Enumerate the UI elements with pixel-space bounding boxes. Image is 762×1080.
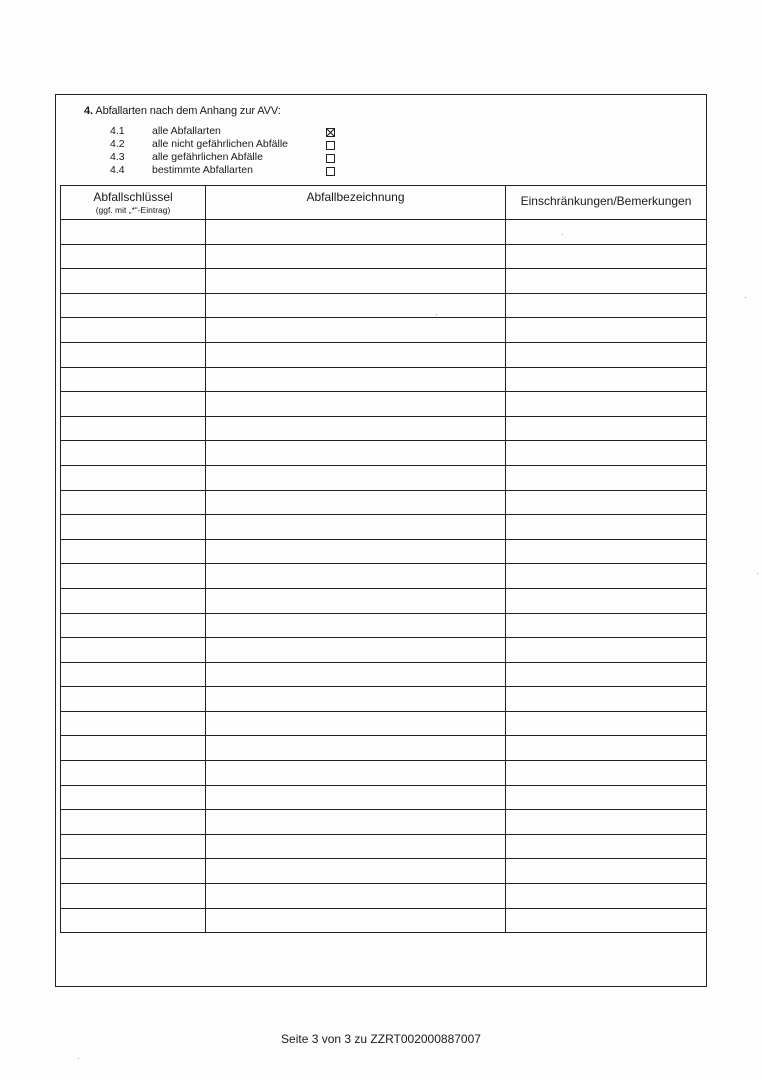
cell-waste-key[interactable] <box>61 588 206 613</box>
table-row <box>61 392 707 417</box>
cell-remarks[interactable] <box>506 392 707 417</box>
checkmark-cross-icon <box>326 128 335 137</box>
option-4-3 <box>110 151 350 164</box>
cell-remarks[interactable] <box>506 638 707 663</box>
cell-waste-key[interactable] <box>61 761 206 786</box>
table-row <box>61 220 707 245</box>
scan-speck <box>436 314 437 315</box>
cell-designation[interactable] <box>206 220 506 245</box>
table-row <box>61 244 707 269</box>
cell-waste-key[interactable] <box>61 515 206 540</box>
header-waste-key-label: Abfallschlüssel <box>93 190 173 204</box>
header-remarks-label: Einschränkungen/Bemerkungen <box>520 194 692 208</box>
table-row <box>61 490 707 515</box>
cell-waste-key[interactable] <box>61 736 206 761</box>
table-row <box>61 416 707 441</box>
table-row <box>61 859 707 884</box>
section-title: Abfallarten nach dem Anhang zur AVV: <box>95 105 281 117</box>
table-row <box>61 269 707 294</box>
cell-remarks[interactable] <box>506 588 707 613</box>
cell-designation[interactable] <box>206 441 506 466</box>
cell-designation[interactable] <box>206 859 506 884</box>
cell-remarks[interactable] <box>506 785 707 810</box>
cell-designation[interactable] <box>206 367 506 392</box>
cell-designation[interactable] <box>206 269 506 294</box>
cell-designation[interactable] <box>206 613 506 638</box>
cell-designation[interactable] <box>206 736 506 761</box>
table-header-row <box>61 186 707 220</box>
table-row <box>61 515 707 540</box>
cell-waste-key[interactable] <box>61 884 206 909</box>
cell-remarks[interactable] <box>506 269 707 294</box>
cell-waste-key[interactable] <box>61 785 206 810</box>
cell-remarks[interactable] <box>506 515 707 540</box>
cell-remarks[interactable] <box>506 465 707 490</box>
checkbox-all-waste-types[interactable] <box>326 128 335 137</box>
cell-remarks[interactable] <box>506 318 707 343</box>
cell-designation[interactable] <box>206 392 506 417</box>
cell-remarks[interactable] <box>506 564 707 589</box>
table-row <box>61 810 707 835</box>
cell-waste-key[interactable] <box>61 539 206 564</box>
cell-remarks[interactable] <box>506 367 707 392</box>
header-waste-key-sub: (ggf. mit „*“-Eintrag) <box>95 205 171 215</box>
option-label: alle gefährlichen Abfälle <box>152 151 263 163</box>
cell-remarks[interactable] <box>506 490 707 515</box>
table-row <box>61 588 707 613</box>
cell-remarks[interactable] <box>506 244 707 269</box>
scan-speck <box>757 573 758 574</box>
table-row <box>61 834 707 859</box>
table-row <box>61 884 707 909</box>
header-waste-key <box>61 186 206 220</box>
page-footer: Seite 3 von 3 zu ZZRT002000887007 <box>281 1032 481 1046</box>
cell-waste-key[interactable] <box>61 564 206 589</box>
cell-waste-key[interactable] <box>61 490 206 515</box>
cell-waste-key[interactable] <box>61 318 206 343</box>
table-row <box>61 761 707 786</box>
option-label: alle Abfallarten <box>152 125 221 137</box>
cell-waste-key[interactable] <box>61 810 206 835</box>
table-row <box>61 736 707 761</box>
cell-waste-key[interactable] <box>61 416 206 441</box>
table-row <box>61 539 707 564</box>
cell-designation[interactable] <box>206 490 506 515</box>
cell-designation[interactable] <box>206 539 506 564</box>
cell-remarks[interactable] <box>506 711 707 736</box>
cell-remarks[interactable] <box>506 908 707 933</box>
scan-speck <box>745 297 746 298</box>
table-row <box>61 564 707 589</box>
cell-waste-key[interactable] <box>61 441 206 466</box>
cell-designation[interactable] <box>206 638 506 663</box>
cell-waste-key[interactable] <box>61 638 206 663</box>
cell-designation[interactable] <box>206 687 506 712</box>
cell-remarks[interactable] <box>506 859 707 884</box>
option-label: bestimmte Abfallarten <box>152 164 253 176</box>
waste-types-table <box>60 185 707 933</box>
cell-designation[interactable] <box>206 834 506 859</box>
cell-waste-key[interactable] <box>61 465 206 490</box>
option-4-2 <box>110 138 350 151</box>
cell-designation[interactable] <box>206 810 506 835</box>
cell-waste-key[interactable] <box>61 908 206 933</box>
cell-waste-key[interactable] <box>61 392 206 417</box>
checkbox-hazardous[interactable] <box>326 154 335 163</box>
cell-remarks[interactable] <box>506 761 707 786</box>
cell-waste-key[interactable] <box>61 244 206 269</box>
cell-designation[interactable] <box>206 465 506 490</box>
checkbox-specific-types[interactable] <box>326 167 335 176</box>
header-designation-label: Abfallbezeichnung <box>306 190 405 204</box>
cell-remarks[interactable] <box>506 613 707 638</box>
table-row <box>61 293 707 318</box>
section-number: 4. <box>84 105 93 117</box>
cell-designation[interactable] <box>206 662 506 687</box>
table-row <box>61 367 707 392</box>
cell-waste-key[interactable] <box>61 859 206 884</box>
option-number: 4.1 <box>110 125 125 137</box>
cell-designation[interactable] <box>206 588 506 613</box>
header-remarks <box>506 186 707 220</box>
cell-designation[interactable] <box>206 711 506 736</box>
cell-waste-key[interactable] <box>61 834 206 859</box>
cell-remarks[interactable] <box>506 810 707 835</box>
cell-waste-key[interactable] <box>61 687 206 712</box>
cell-waste-key[interactable] <box>61 662 206 687</box>
option-number: 4.3 <box>110 151 125 163</box>
cell-waste-key[interactable] <box>61 293 206 318</box>
table-row <box>61 638 707 663</box>
scan-speck <box>78 1058 79 1059</box>
cell-remarks[interactable] <box>506 342 707 367</box>
cell-designation[interactable] <box>206 884 506 909</box>
cell-designation[interactable] <box>206 244 506 269</box>
cell-designation[interactable] <box>206 293 506 318</box>
table-row <box>61 465 707 490</box>
section-heading <box>84 105 281 117</box>
cell-remarks[interactable] <box>506 736 707 761</box>
table-body <box>61 220 707 933</box>
cell-designation[interactable] <box>206 785 506 810</box>
cell-waste-key[interactable] <box>61 342 206 367</box>
table-row <box>61 908 707 933</box>
header-designation <box>206 186 506 220</box>
table-row <box>61 613 707 638</box>
cell-remarks[interactable] <box>506 293 707 318</box>
cell-designation[interactable] <box>206 515 506 540</box>
cell-designation[interactable] <box>206 761 506 786</box>
table-row <box>61 785 707 810</box>
cell-designation[interactable] <box>206 416 506 441</box>
option-number: 4.2 <box>110 138 125 150</box>
cell-remarks[interactable] <box>506 441 707 466</box>
option-4-1 <box>110 125 350 138</box>
cell-waste-key[interactable] <box>61 367 206 392</box>
table-row <box>61 441 707 466</box>
table-row <box>61 342 707 367</box>
cell-remarks[interactable] <box>506 220 707 245</box>
cell-remarks[interactable] <box>506 416 707 441</box>
cell-remarks[interactable] <box>506 662 707 687</box>
cell-remarks[interactable] <box>506 687 707 712</box>
option-label: alle nicht gefährlichen Abfälle <box>152 138 289 150</box>
cell-remarks[interactable] <box>506 834 707 859</box>
cell-remarks[interactable] <box>506 539 707 564</box>
table-row <box>61 662 707 687</box>
checkbox-non-hazardous[interactable] <box>326 141 335 150</box>
option-4-4 <box>110 164 350 177</box>
table-row <box>61 318 707 343</box>
scan-speck <box>562 234 563 235</box>
table-row <box>61 687 707 712</box>
cell-waste-key[interactable] <box>61 613 206 638</box>
cell-designation[interactable] <box>206 564 506 589</box>
cell-waste-key[interactable] <box>61 220 206 245</box>
option-number: 4.4 <box>110 164 125 176</box>
cell-designation[interactable] <box>206 342 506 367</box>
cell-waste-key[interactable] <box>61 711 206 736</box>
cell-remarks[interactable] <box>506 884 707 909</box>
cell-waste-key[interactable] <box>61 269 206 294</box>
table-row <box>61 711 707 736</box>
cell-designation[interactable] <box>206 908 506 933</box>
cell-designation[interactable] <box>206 318 506 343</box>
